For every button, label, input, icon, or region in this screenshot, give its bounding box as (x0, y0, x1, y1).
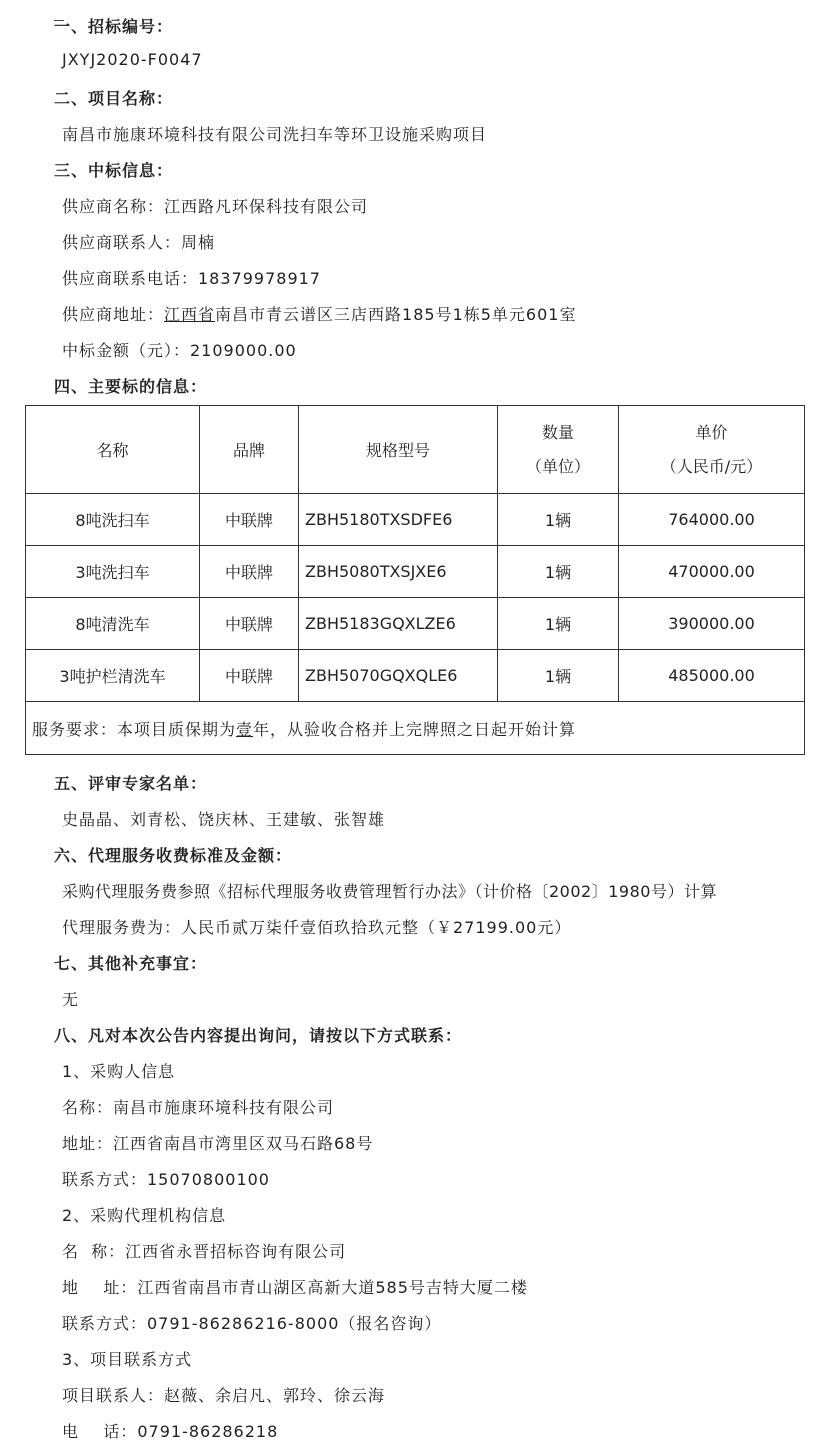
address-province: 江西省 (164, 305, 216, 324)
buyer-heading: 1、采购人信息 (62, 1062, 176, 1081)
address-rest: 南昌市青云谱区三店西路185号1栋5单元601室 (215, 305, 577, 324)
item-quantity: 1辆 (498, 650, 619, 702)
item-price: 764000.00 (619, 494, 805, 546)
supplier-address (62, 302, 576, 325)
item-model: ZBH5080TXSJXE6 (299, 546, 498, 598)
supplier-name: 供应商名称：江西路凡环保科技有限公司 (62, 197, 369, 216)
item-quantity: 1辆 (498, 546, 619, 598)
section-8-title: 八、凡对本次公告内容提出询问，请按以下方式联系： (54, 1026, 463, 1045)
header-name: 名称 (26, 406, 200, 494)
project-contacts: 项目联系人：赵薇、余启凡、郭玲、徐云海 (62, 1386, 386, 1405)
supplementary-info: 无 (62, 990, 80, 1009)
service-years: 壹 (236, 719, 254, 739)
item-name: 3吨护栏清洗车 (26, 650, 200, 702)
table-row (26, 494, 805, 546)
agency-heading: 2、采购代理机构信息 (62, 1206, 227, 1225)
item-model: ZBH5183GQXLZE6 (299, 598, 498, 650)
header-quantity-label: 数量 (541, 422, 574, 442)
section-1-title: 一、招标编号： (54, 17, 174, 36)
table-row (26, 546, 805, 598)
item-price: 390000.00 (619, 598, 805, 650)
header-brand: 品牌 (200, 406, 299, 494)
table-row (26, 598, 805, 650)
fee-amount: 代理服务费为：人民币贰万柒仟壹佰玖拾玖元整（￥27199.00元） (62, 918, 572, 937)
buyer-name: 名称：南昌市施康环境科技有限公司 (62, 1098, 335, 1117)
header-price (619, 406, 805, 494)
agency-address: 地 址：江西省南昌市青山湖区高新大道585号吉特大厦二楼 (62, 1278, 528, 1297)
header-quantity-unit: （单位） (525, 456, 590, 476)
item-quantity: 1辆 (498, 494, 619, 546)
item-brand: 中联牌 (200, 650, 299, 702)
agency-phone: 联系方式：0791-86286216-8000（报名咨询） (62, 1314, 442, 1333)
section-2-title: 二、项目名称： (54, 89, 174, 108)
section-5-title: 五、评审专家名单： (54, 774, 208, 793)
buyer-phone: 联系方式：15070800100 (62, 1170, 270, 1189)
address-label: 供应商地址： (62, 305, 165, 324)
item-price: 485000.00 (619, 650, 805, 702)
item-quantity: 1辆 (498, 598, 619, 650)
project-name: 南昌市施康环境科技有限公司洗扫车等环卫设施采购项目 (62, 125, 488, 144)
item-brand: 中联牌 (200, 598, 299, 650)
items-table (25, 405, 805, 755)
item-brand: 中联牌 (200, 494, 299, 546)
table-header-row (26, 406, 805, 494)
tender-number: JXYJ2020-F0047 (62, 50, 203, 69)
section-3-title: 三、中标信息： (54, 161, 174, 180)
service-row (26, 702, 805, 755)
section-7-title: 七、其他补充事宜： (54, 954, 208, 973)
item-model: ZBH5070GQXQLE6 (299, 650, 498, 702)
service-text-pre: 服务要求：本项目质保期为 (32, 719, 237, 739)
table-row (26, 650, 805, 702)
service-requirement (26, 702, 805, 755)
item-name: 3吨洗扫车 (26, 546, 200, 598)
award-amount: 中标金额（元）：2109000.00 (62, 341, 297, 360)
supplier-contact: 供应商联系人：周楠 (62, 233, 216, 252)
item-name: 8吨清洗车 (26, 598, 200, 650)
fee-basis: 采购代理服务费参照《招标代理服务收费管理暂行办法》（计价格〔2002〕1980号）计算 (62, 882, 717, 901)
expert-list: 史晶晶、刘青松、饶庆林、王建敏、张智雄 (62, 810, 386, 829)
project-contact-heading: 3、项目联系方式 (62, 1350, 193, 1369)
section-4-title: 四、主要标的信息： (54, 377, 208, 396)
item-price: 470000.00 (619, 546, 805, 598)
service-text-post: 年，从验收合格并上完牌照之日起开始计算 (253, 719, 577, 739)
header-price-label: 单价 (695, 422, 728, 442)
header-price-unit: （人民币/元） (660, 456, 763, 476)
item-name: 8吨洗扫车 (26, 494, 200, 546)
header-quantity (498, 406, 619, 494)
buyer-address: 地址：江西省南昌市湾里区双马石路68号 (62, 1134, 374, 1153)
section-6-title: 六、代理服务收费标准及金额： (54, 846, 293, 865)
item-brand: 中联牌 (200, 546, 299, 598)
header-model: 规格型号 (299, 406, 498, 494)
project-phone: 电 话：0791-86286218 (62, 1422, 279, 1441)
item-model: ZBH5180TXSDFE6 (299, 494, 498, 546)
agency-name: 名 称：江西省永晋招标咨询有限公司 (62, 1242, 347, 1261)
supplier-phone: 供应商联系电话：18379978917 (62, 269, 321, 288)
